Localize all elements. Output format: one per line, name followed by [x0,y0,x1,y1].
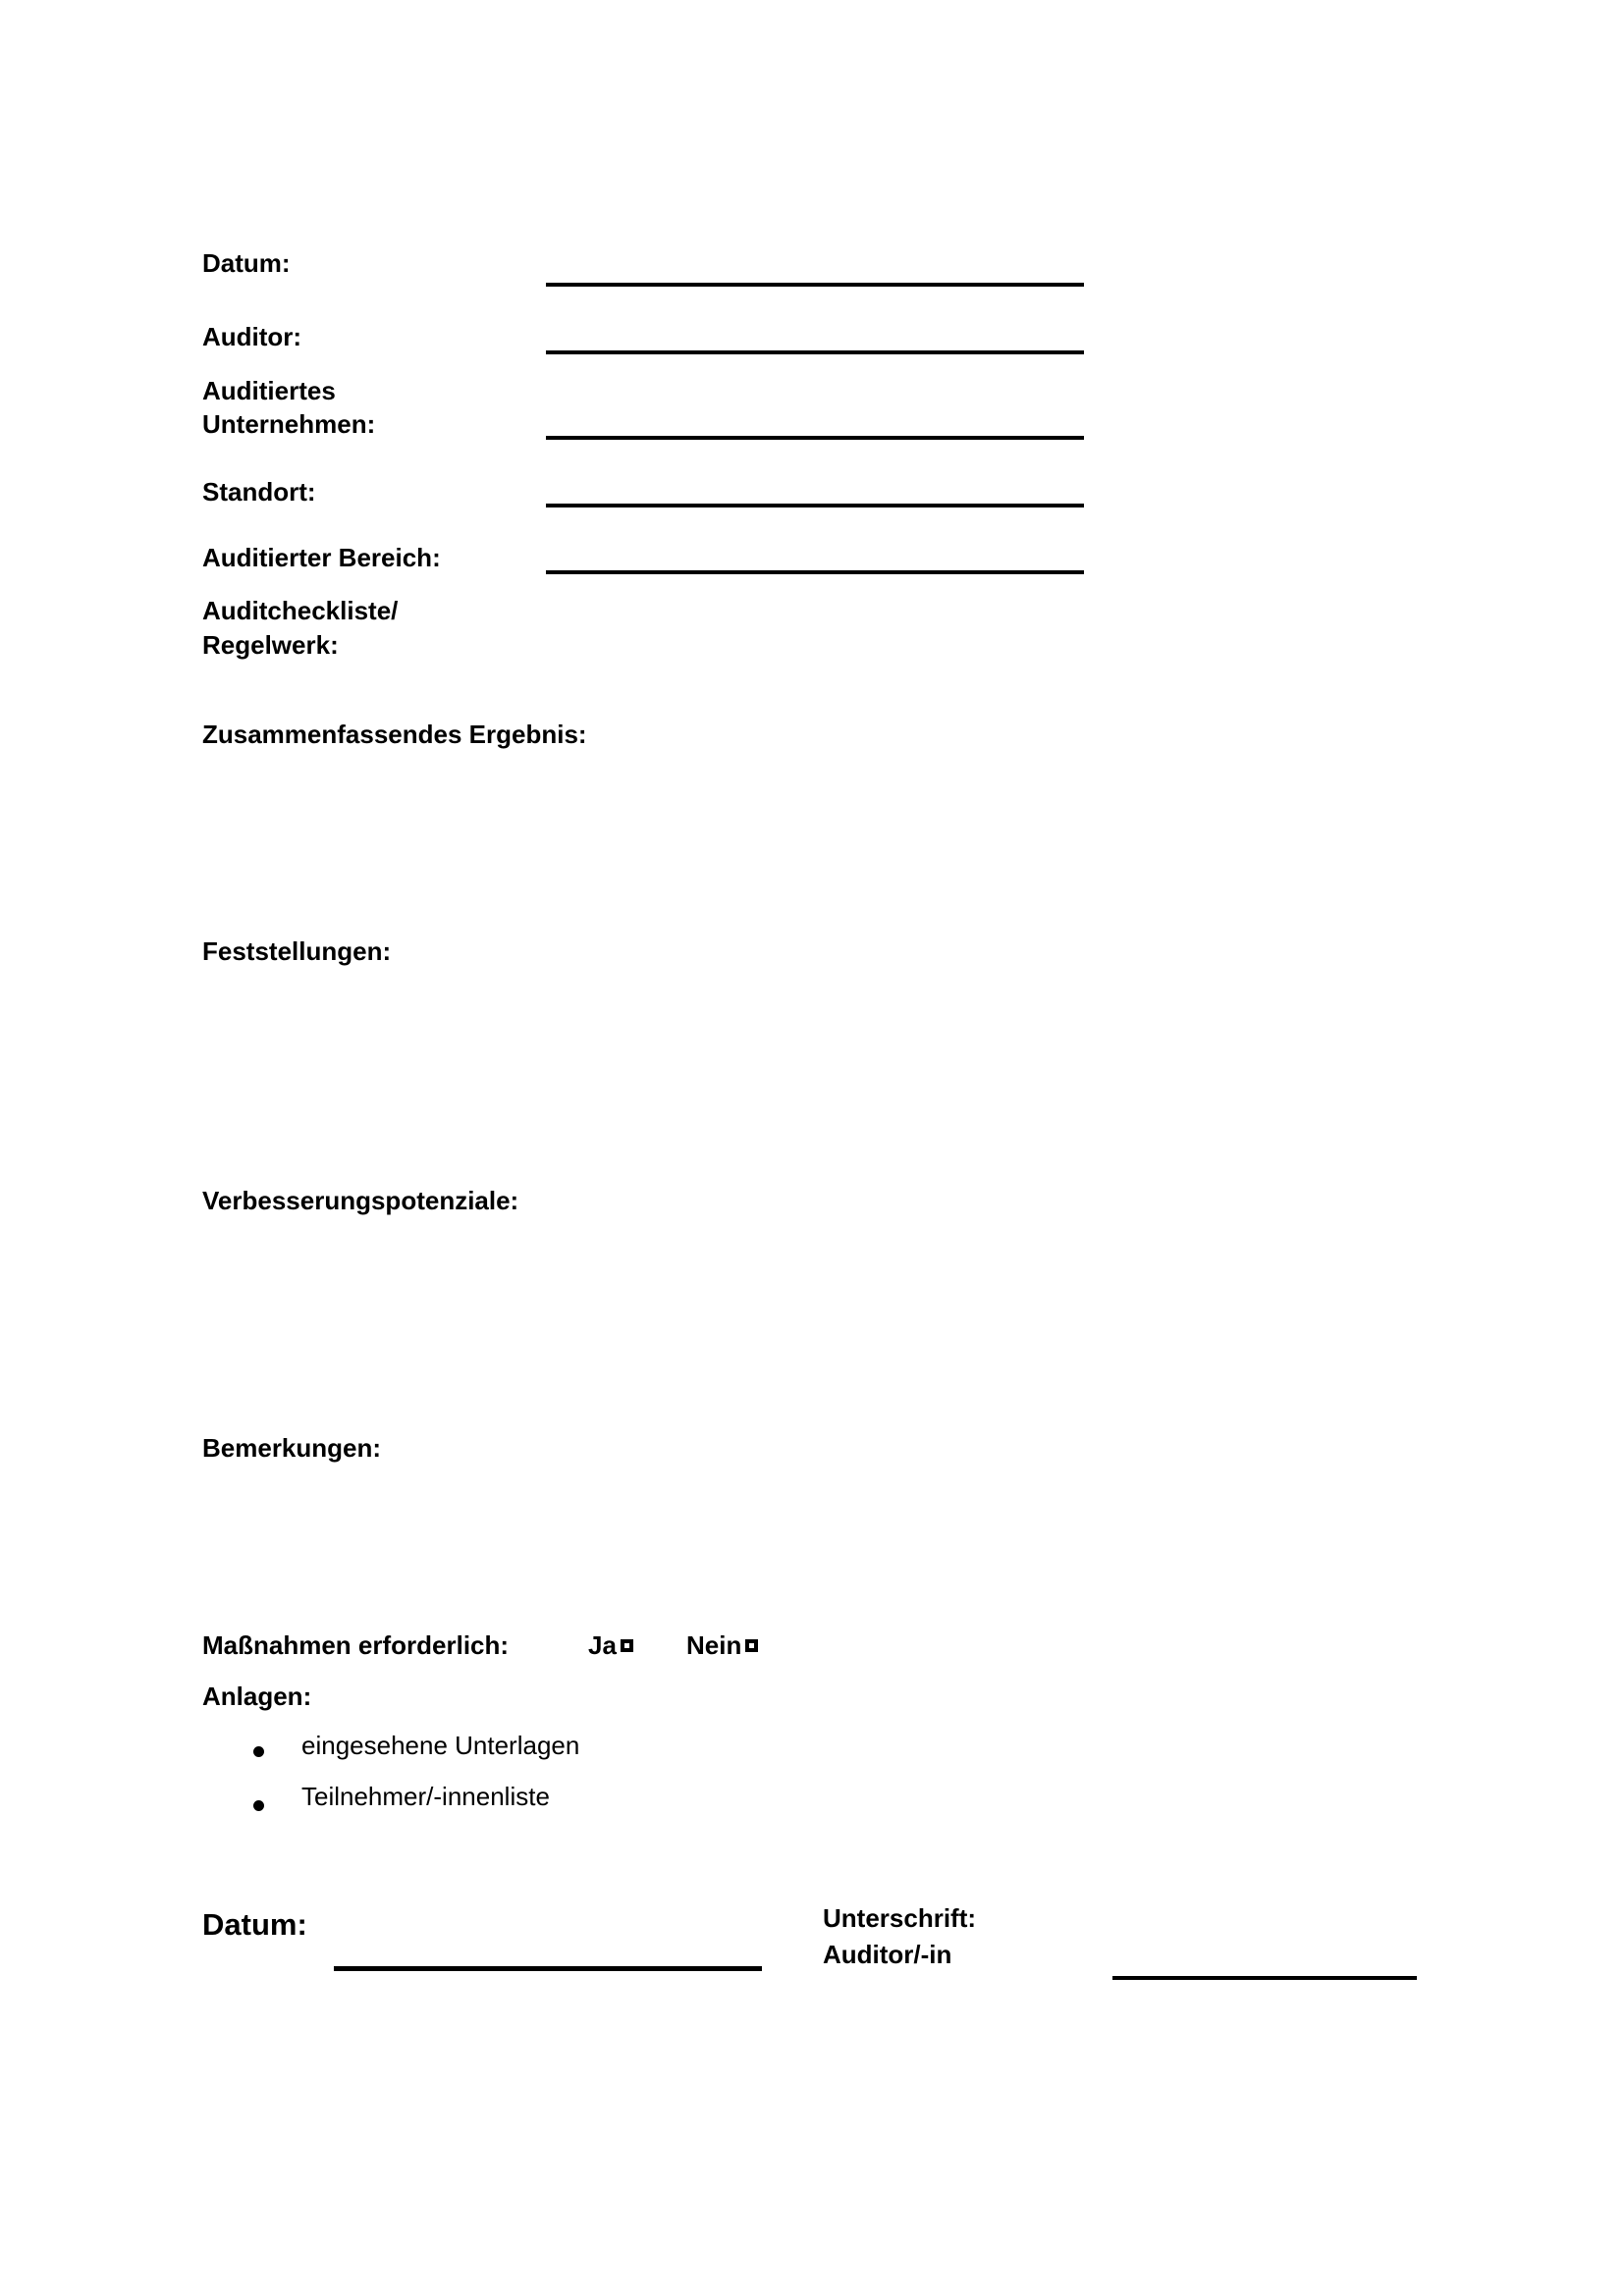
measures-required-label: Maßnahmen erforderlich: [202,1630,510,1660]
yes-label: Ja [588,1630,617,1660]
field-label-datum: Datum: [202,248,291,278]
input-line-standort[interactable] [546,504,1084,507]
input-line-auditor[interactable] [546,350,1084,354]
field-label-auditcheckliste-regelwerk: Auditcheckliste/ Regelwerk: [202,596,399,660]
field-label-standort: Standort: [202,477,316,507]
field-label-auditiertes-unternehmen: Auditiertes Unternehmen: [202,376,376,439]
input-line-auditierter-bereich[interactable] [546,570,1084,574]
signature-auditor-line[interactable] [1112,1976,1417,1980]
attachment-item-teilnehmerliste: Teilnehmer/-innenliste [301,1782,550,1811]
signature-auditor-label: Unterschrift: Auditor/-in [823,1903,977,1969]
no-label: Nein [686,1630,742,1660]
section-heading-bemerkungen: Bemerkungen: [202,1433,382,1463]
bullet-icon [253,1800,264,1811]
bullet-icon [253,1746,264,1757]
input-line-datum[interactable] [546,283,1084,287]
yes-checkbox[interactable] [621,1639,633,1652]
section-heading-verbesserungspotenziale: Verbesserungspotenziale: [202,1186,519,1215]
field-label-auditor: Auditor: [202,322,302,351]
input-line-auditiertes-unternehmen[interactable] [546,436,1084,440]
signature-date-line[interactable] [334,1966,762,1971]
attachment-item-eingesehene-unterlagen: eingesehene Unterlagen [301,1731,580,1760]
field-label-auditierter-bereich: Auditierter Bereich: [202,543,441,572]
section-heading-feststellungen: Feststellungen: [202,936,392,966]
section-heading-zusammenfassendes-ergebnis: Zusammenfassendes Ergebnis: [202,720,587,749]
signature-date-label: Datum: [202,1907,307,1942]
no-checkbox[interactable] [745,1639,758,1652]
attachments-heading: Anlagen: [202,1682,312,1711]
